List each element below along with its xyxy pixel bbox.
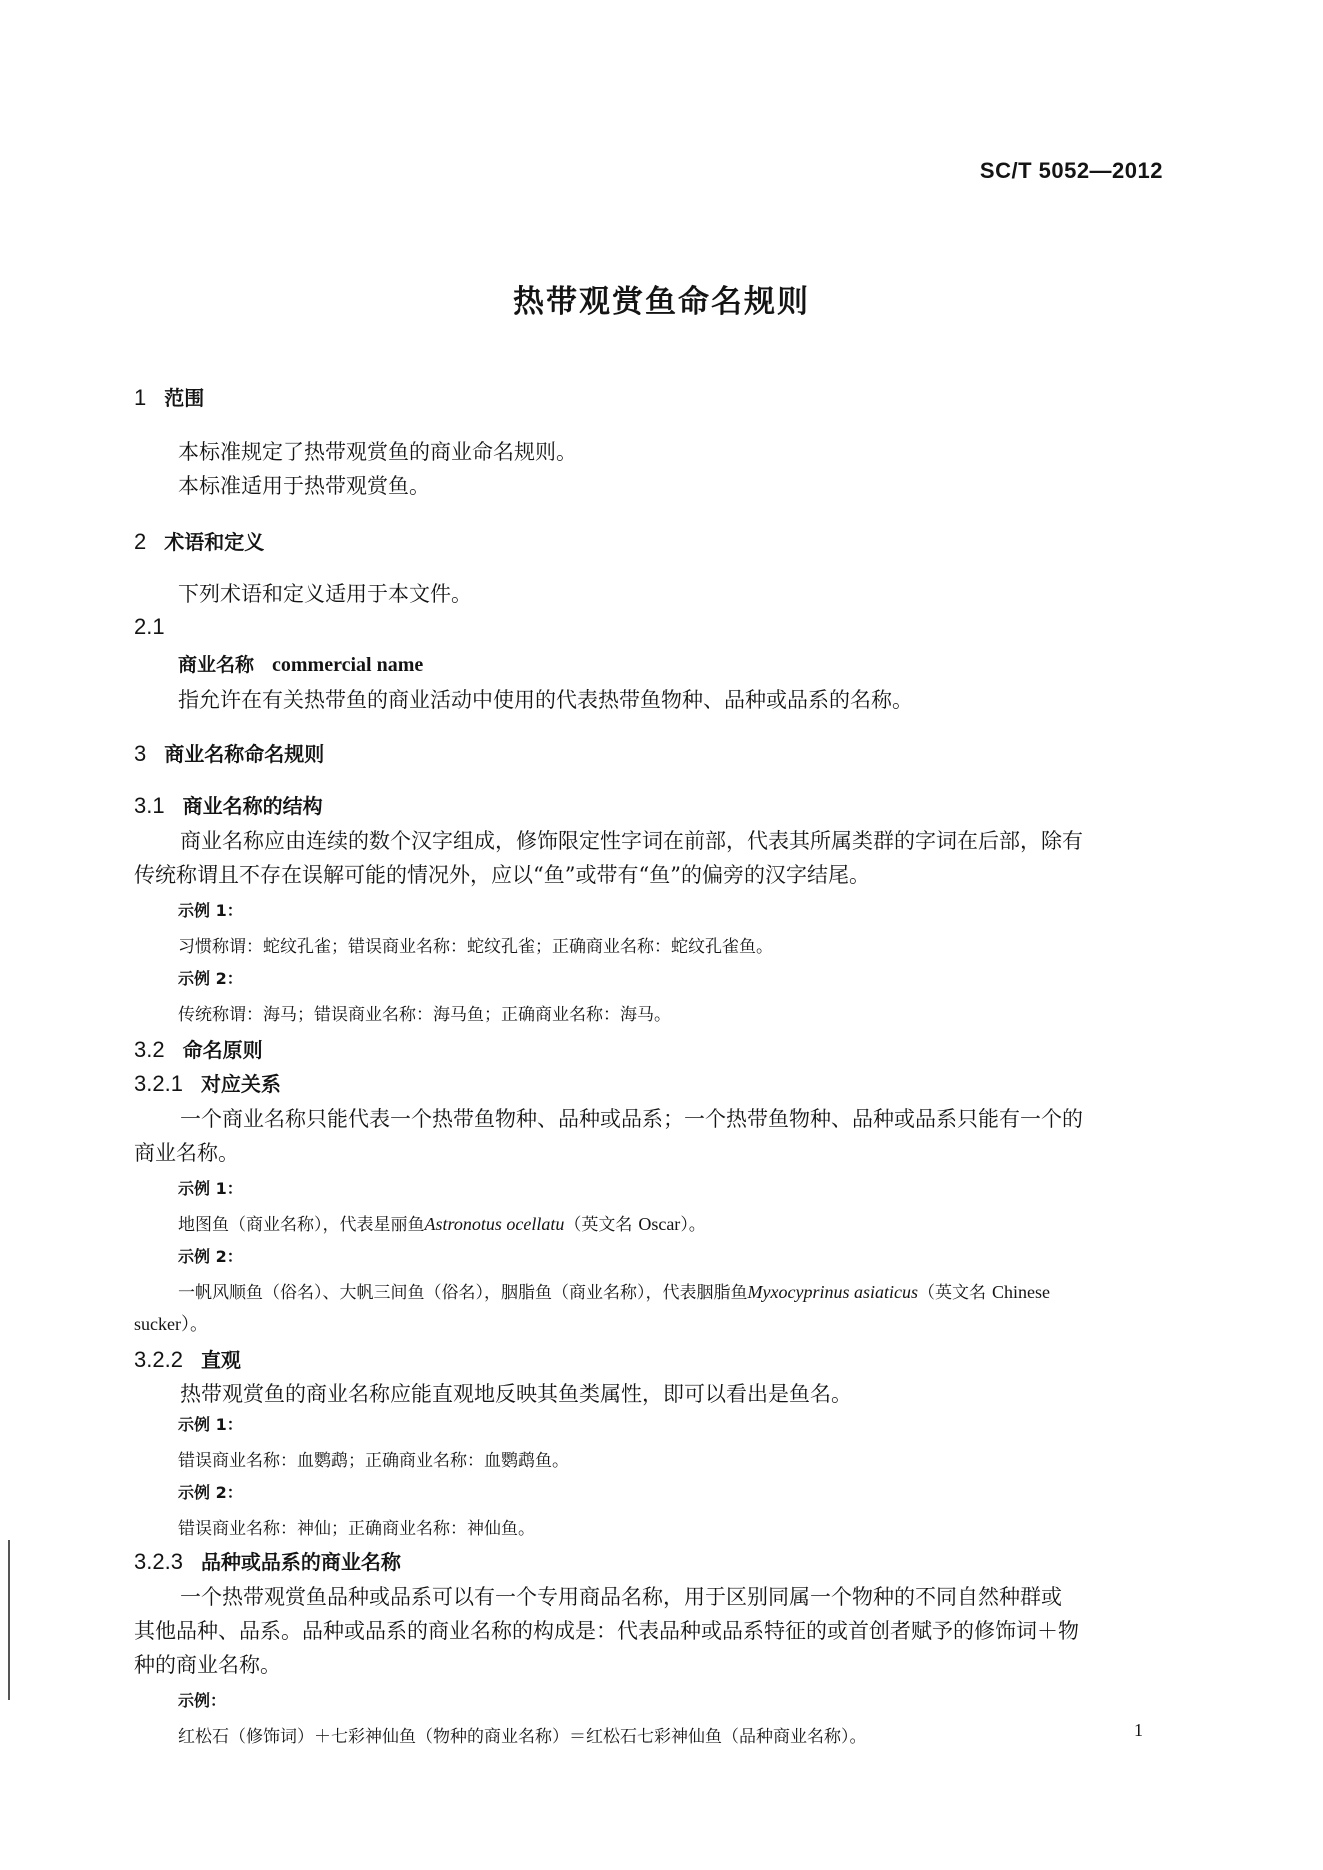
section-3-1-heading [134, 790, 323, 819]
section-3-2-2-paragraph: 热带观赏鱼的商业名称应能直观地反映其鱼类属性，即可以看出是鱼名。 [180, 1382, 852, 1406]
section-title: 范围 [164, 386, 205, 410]
standard-code: SC/T 5052—2012 [979, 158, 1163, 183]
paragraph-line: 传统称谓且不存在误解可能的情况外，应以“鱼”或带有“鱼”的偏旁的汉字结尾。 [134, 863, 870, 887]
example-label: 示例： [178, 1691, 227, 1710]
paragraph-line: 商业名称应由连续的数个汉字组成，修饰限定性字词在前部，代表其所属类群的字词在后部，除有 [180, 829, 1083, 853]
paragraph-line: 商业名称。 [134, 1141, 239, 1165]
example-segment: ）。 [680, 1215, 706, 1235]
clause-number: 2.1 [134, 614, 165, 639]
term-entry [178, 650, 423, 677]
section-3-2-2-heading [134, 1344, 241, 1373]
example-label: 示例 1： [178, 901, 243, 920]
section-1-paragraph-1: 本标准规定了热带观赏鱼的商业命名规则。 [178, 440, 577, 464]
clause-number: 3.2.2 [134, 1347, 183, 1372]
latin-name: Myxocyprinus asiaticus [747, 1282, 918, 1302]
example-text-continued: sucker）。 [134, 1314, 208, 1334]
section-3-1-paragraph [134, 824, 1164, 892]
term-chinese: 商业名称 [178, 654, 255, 676]
section-3-2-1-heading [134, 1068, 281, 1097]
example-segment: （英文名 [564, 1215, 633, 1235]
paragraph-line: 其他品种、品系。品种或品系的商业名称的构成是：代表品种或品系特征的或首创者赋予的修饰词＋物 [134, 1619, 1079, 1643]
clause-title: 商业名称的结构 [182, 794, 323, 818]
clause-number: 3.2.1 [134, 1071, 183, 1096]
section-number: 2 [134, 529, 147, 554]
example-label: 示例 2： [178, 1247, 243, 1266]
example-text: 红松石（修饰词）＋七彩神仙鱼（物种的商业名称）＝红松石七彩神仙鱼（品种商业名称）。 [178, 1727, 867, 1747]
example-segment: 一帆风顺鱼（俗名）、大帆三间鱼（俗名），胭脂鱼（商业名称），代表胭脂鱼 [178, 1283, 748, 1303]
section-title: 术语和定义 [164, 530, 265, 554]
paragraph-line: 一个热带观赏鱼品种或品系可以有一个专用商品名称，用于区别同属一个物种的不同自然种群或 [180, 1585, 1062, 1609]
section-3-2-3-paragraph [134, 1580, 1164, 1682]
example-segment: 地图鱼（商业名称），代表星丽鱼 [178, 1215, 425, 1235]
section-title: 商业名称命名规则 [164, 742, 325, 766]
document-title: 热带观赏鱼命名规则 [513, 284, 810, 320]
example-text: 习惯称谓：蛇纹孔雀；错误商业名称：蛇纹孔雀；正确商业名称：蛇纹孔雀鱼。 [178, 937, 773, 957]
clause-number: 3.2.3 [134, 1549, 183, 1574]
clause-title: 命名原则 [182, 1038, 263, 1062]
clause-title: 品种或品系的商业名称 [200, 1550, 401, 1574]
section-3-heading [134, 738, 324, 767]
section-1-heading [134, 382, 204, 411]
section-2-paragraph: 下列术语和定义适用于本文件。 [178, 582, 472, 606]
section-3-2-heading [134, 1034, 263, 1063]
example-text [178, 1210, 706, 1235]
section-1-paragraph-2: 本标准适用于热带观赏鱼。 [178, 474, 430, 498]
clause-title: 对应关系 [200, 1072, 281, 1096]
paragraph-line: 种的商业名称。 [134, 1653, 281, 1677]
scan-margin-mark [8, 1540, 10, 1700]
english-name: Chinese [991, 1282, 1050, 1302]
clause-title: 直观 [200, 1348, 241, 1372]
example-text: 错误商业名称：神仙；正确商业名称：神仙鱼。 [178, 1519, 535, 1539]
clause-number: 3.1 [134, 793, 165, 818]
example-text: 错误商业名称：血鹦鹉；正确商业名称：血鹦鹉鱼。 [178, 1451, 569, 1471]
section-3-2-3-heading [134, 1546, 401, 1575]
section-number: 3 [134, 741, 147, 766]
latin-name: Astronotus ocellatu [424, 1214, 565, 1234]
english-name: Oscar [638, 1214, 681, 1234]
section-2-1-number [134, 614, 165, 640]
section-number: 1 [134, 385, 147, 410]
example-label: 示例 2： [178, 969, 243, 988]
example-text: 传统称谓：海马；错误商业名称：海马鱼；正确商业名称：海马。 [178, 1005, 671, 1025]
term-definition: 指允许在有关热带鱼的商业活动中使用的代表热带鱼物种、品种或品系的名称。 [178, 688, 913, 712]
paragraph-line: 一个商业名称只能代表一个热带鱼物种、品种或品系；一个热带鱼物种、品种或品系只能有一个的 [180, 1107, 1083, 1131]
section-2-heading [134, 526, 264, 555]
page-number: 1 [1134, 1720, 1143, 1740]
clause-number: 3.2 [134, 1037, 165, 1062]
example-label: 示例 1： [178, 1179, 243, 1198]
example-label: 示例 2： [178, 1483, 243, 1502]
section-3-2-1-paragraph [134, 1102, 1164, 1170]
example-text [178, 1278, 1050, 1303]
example-segment: （英文名 [917, 1283, 986, 1303]
term-english: commercial name [272, 654, 424, 676]
example-label: 示例 1： [178, 1415, 243, 1434]
